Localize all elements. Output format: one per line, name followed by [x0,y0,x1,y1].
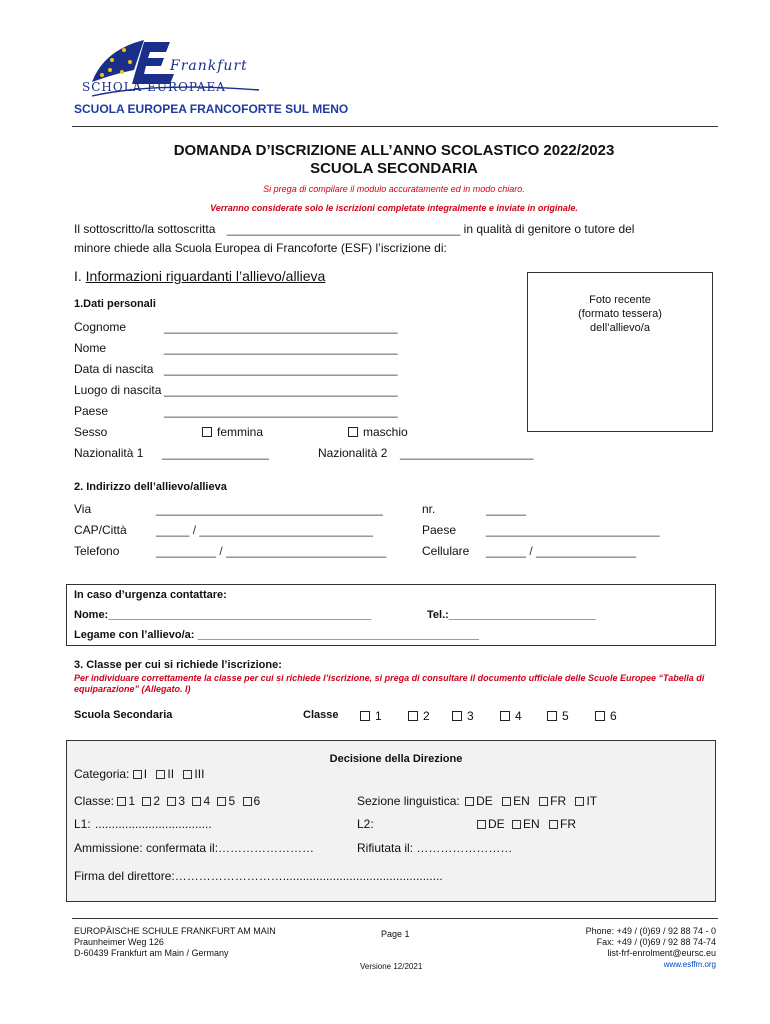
category-row [74,767,204,781]
category-option-1[interactable] [133,767,147,781]
checkbox-icon [595,711,605,721]
sex-male-option[interactable] [348,425,408,439]
address-country-field[interactable]: __________________________ [486,523,660,537]
checkbox-icon [243,797,252,806]
parent-name-field[interactable]: ___________________________________ [226,222,461,236]
birthdate-field[interactable]: ___________________________________ [164,362,398,376]
category-option-label: III [194,767,205,781]
direction-class-label-value: 5 [228,794,236,808]
footer-contacts [420,926,716,970]
checkbox-icon [348,427,358,437]
house-number-field[interactable]: ______ [486,502,527,516]
logo-schola-text: SCHOLA EUROPAEA [82,80,226,94]
footer-email: list-frf-enrolment@eursc.eu [607,948,716,958]
country-field[interactable]: ___________________________________ [164,404,398,418]
direction-title: Decisione della Direzione [329,753,463,765]
nationality1-label: Nazionalità 1 [74,446,144,460]
nationality1-field[interactable]: ________________ [162,446,269,460]
footer-website-link[interactable]: www.esffm.org [663,960,716,969]
class-option-3[interactable] [452,709,474,723]
class-option-label: 2 [423,709,430,723]
checkbox-icon [183,770,192,779]
category-option-2[interactable] [156,767,174,781]
language-section-row [357,794,597,808]
l2-de[interactable] [477,817,505,831]
address-country-label: Paese [422,523,457,537]
mobile-field[interactable]: ______ / _______________ [486,544,637,558]
emergency-relation-field[interactable]: Legame con l’allievo/a: ______________________________________________ [74,629,479,641]
photo-box-line-3: dell’allievo/a [590,322,650,334]
birthplace-field[interactable]: ___________________________________ [164,383,398,397]
photo-box-line-1: Foto recente [589,294,651,306]
class-option-5[interactable] [547,709,569,723]
sex-female-option[interactable] [202,425,263,439]
l2-option-label: FR [560,817,577,831]
checkbox-icon [202,427,212,437]
section-option-label: EN [513,794,530,808]
category-option-3[interactable] [183,767,204,781]
checkbox-icon [575,797,584,806]
school-logo [74,30,264,102]
class-option-label: 3 [467,709,474,723]
class-label: Classe [303,709,339,721]
l1-label: L1: [74,817,91,831]
footer-address [74,926,276,959]
checkbox-icon [167,797,176,806]
category-option-label: II [167,767,175,781]
footer-fax: Fax: +49 / (0)69 / 92 88 74-74 [596,937,716,947]
female-label: femmina [217,425,264,439]
footer-address-3: D-60439 Frankfurt am Main / Germany [74,948,229,958]
mobile-label: Cellulare [422,544,470,558]
logo-frankfurt-text: Frankfurt [170,58,248,74]
direction-class-3[interactable] [167,794,185,808]
address-heading: 2. Indirizzo dell’allievo/allieva [74,481,227,493]
class-option-2[interactable] [408,709,430,723]
checkbox-icon [452,711,462,721]
house-number-label: nr. [422,502,436,516]
director-signature-field[interactable]: Firma del direttore:………………………................................................ [74,869,443,883]
country-label: Paese [74,404,109,418]
birthplace-label: Luogo di nascita [74,383,162,397]
checkbox-icon [465,797,474,806]
direction-class-label-value: 4 [203,794,211,808]
checkbox-icon [156,770,165,779]
photo-box-line-2: (formato tessera) [578,308,662,320]
admission-confirmed-field[interactable]: Ammissione: confermata il:…………………… [74,841,315,855]
checkbox-icon [500,711,510,721]
intro-line-2: minore chiede alla Scuola Europea di Francoforte (ESF) l’iscrizione di: [74,241,447,255]
header-rule [72,126,718,127]
footer-address-2: Praunheimer Weg 126 [74,937,164,947]
section-option-label: DE [476,794,493,808]
l2-fr[interactable] [549,817,576,831]
class-option-1[interactable] [360,709,382,723]
personal-data-heading: 1.Dati personali [74,298,156,310]
cognome-label: Cognome [74,320,127,334]
note-complete-only: Verranno considerate solo le iscrizioni completate integralmente e inviate in originale. [210,203,578,213]
footer-phone: Phone: +49 / (0)69 / 92 88 74 - 0 [585,926,716,936]
cognome-field[interactable]: ___________________________________ [164,320,398,334]
direction-class-5[interactable] [217,794,235,808]
section-de[interactable] [465,794,493,808]
intro-line-1 [74,222,734,236]
checkbox-icon [549,820,558,829]
class-option-label: 6 [610,709,617,723]
birthdate-label: Data di nascita [74,362,154,376]
school-name: SCUOLA EUROPEA FRANCOFORTE SUL MENO [74,102,349,116]
direction-class-4[interactable] [192,794,210,808]
direction-class-label: Classe: [74,794,115,808]
l2-option-label: EN [523,817,540,831]
class-option-6[interactable] [595,709,617,723]
secondary-school-label: Scuola Secondaria [74,709,173,721]
language-section-label: Sezione linguistica: [357,794,460,808]
phone-field[interactable]: _________ / ________________________ [156,544,387,558]
direction-class-label-value: 1 [128,794,136,808]
zip-city-label: CAP/Città [74,523,127,537]
note-fill-clearly: Si prega di compilare il modulo accuratamente ed in modo chiaro. [263,184,525,194]
street-label: Via [74,502,92,516]
street-field[interactable]: __________________________________ [156,502,383,516]
emergency-phone-field[interactable]: Tel.:________________________ [427,609,596,621]
l2-options [477,817,576,831]
checkbox-icon [133,770,142,779]
male-label: maschio [363,425,408,439]
direction-class-label-value: 2 [153,794,161,808]
phone-label: Telefono [74,544,120,558]
class-option-4[interactable] [500,709,522,723]
direction-box [66,740,716,902]
checkbox-icon [547,711,557,721]
section1-heading [74,268,325,284]
class-section-note: Per individuare correttamente la classe per cui si richiede l’iscrizione, si prega di consultare il documento ufficiale delle Scuole Europee “Tabella di equiparazione” (Allegato. I) [74,673,705,694]
photo-box[interactable] [527,272,713,432]
nome-label: Nome [74,341,107,355]
checkbox-icon [477,820,486,829]
direction-class-2[interactable] [142,794,160,808]
class-option-label: 1 [375,709,382,723]
emergency-title: In caso d’urgenza contattare: [74,589,227,601]
l2-option-label: DE [488,817,505,831]
checkbox-icon [360,711,370,721]
direction-class-row [74,794,260,808]
zip-city-field[interactable]: _____ / __________________________ [156,523,373,537]
intro-part1: Il sottoscritto/la sottoscritta [74,222,216,236]
checkbox-icon [512,820,521,829]
checkbox-icon [142,797,151,806]
page-number: Page 1 [381,929,410,939]
section-option-label: IT [586,794,598,808]
section-it[interactable] [575,794,597,808]
emergency-box [66,584,716,646]
page-subtitle: SCUOLA SECONDARIA [310,160,478,177]
footer-address-1: EUROPÄISCHE SCHULE FRANKFURT AM MAIN [74,926,276,936]
nationality2-label: Nazionalità 2 [318,446,388,460]
l2-label: L2: [357,817,374,831]
category-option-label: I [143,767,148,781]
admission-refused-field[interactable]: Rifiutata il: …………………… [357,841,513,855]
section-option-label: FR [550,794,567,808]
footer-rule [72,918,718,919]
direction-class-label-value: 6 [253,794,261,808]
intro-part2: in qualità di genitore o tutore del [463,222,635,236]
category-label: Categoria: [74,767,130,781]
nationality2-field[interactable]: ____________________ [400,446,534,460]
section-en[interactable] [502,794,530,808]
checkbox-icon [192,797,201,806]
class-option-label: 4 [515,709,522,723]
emergency-name-field[interactable]: Nome:___________________________________________ [74,609,372,621]
direction-class-1[interactable] [117,794,135,808]
l1-field[interactable]: ................................... [95,817,212,831]
page-title: DOMANDA D’ISCRIZIONE ALL’ANNO SCOLASTICO 2022/2023 [173,142,615,159]
version-label: Versione 12/2021 [360,962,423,971]
class-option-label: 5 [562,709,569,723]
sex-label: Sesso [74,425,108,439]
l2-en[interactable] [512,817,540,831]
direction-class-label-value: 3 [178,794,186,808]
direction-class-6[interactable] [243,794,261,808]
section1-prefix: I. [74,268,82,284]
section-fr[interactable] [539,794,566,808]
class-section-heading: 3. Classe per cui si richiede l’iscrizione: [74,659,282,671]
checkbox-icon [539,797,548,806]
checkbox-icon [217,797,226,806]
checkbox-icon [117,797,126,806]
nome-field[interactable]: ___________________________________ [164,341,398,355]
section1-title: Informazioni riguardanti l’allievo/allieva [85,268,326,284]
checkbox-icon [408,711,418,721]
checkbox-icon [502,797,511,806]
